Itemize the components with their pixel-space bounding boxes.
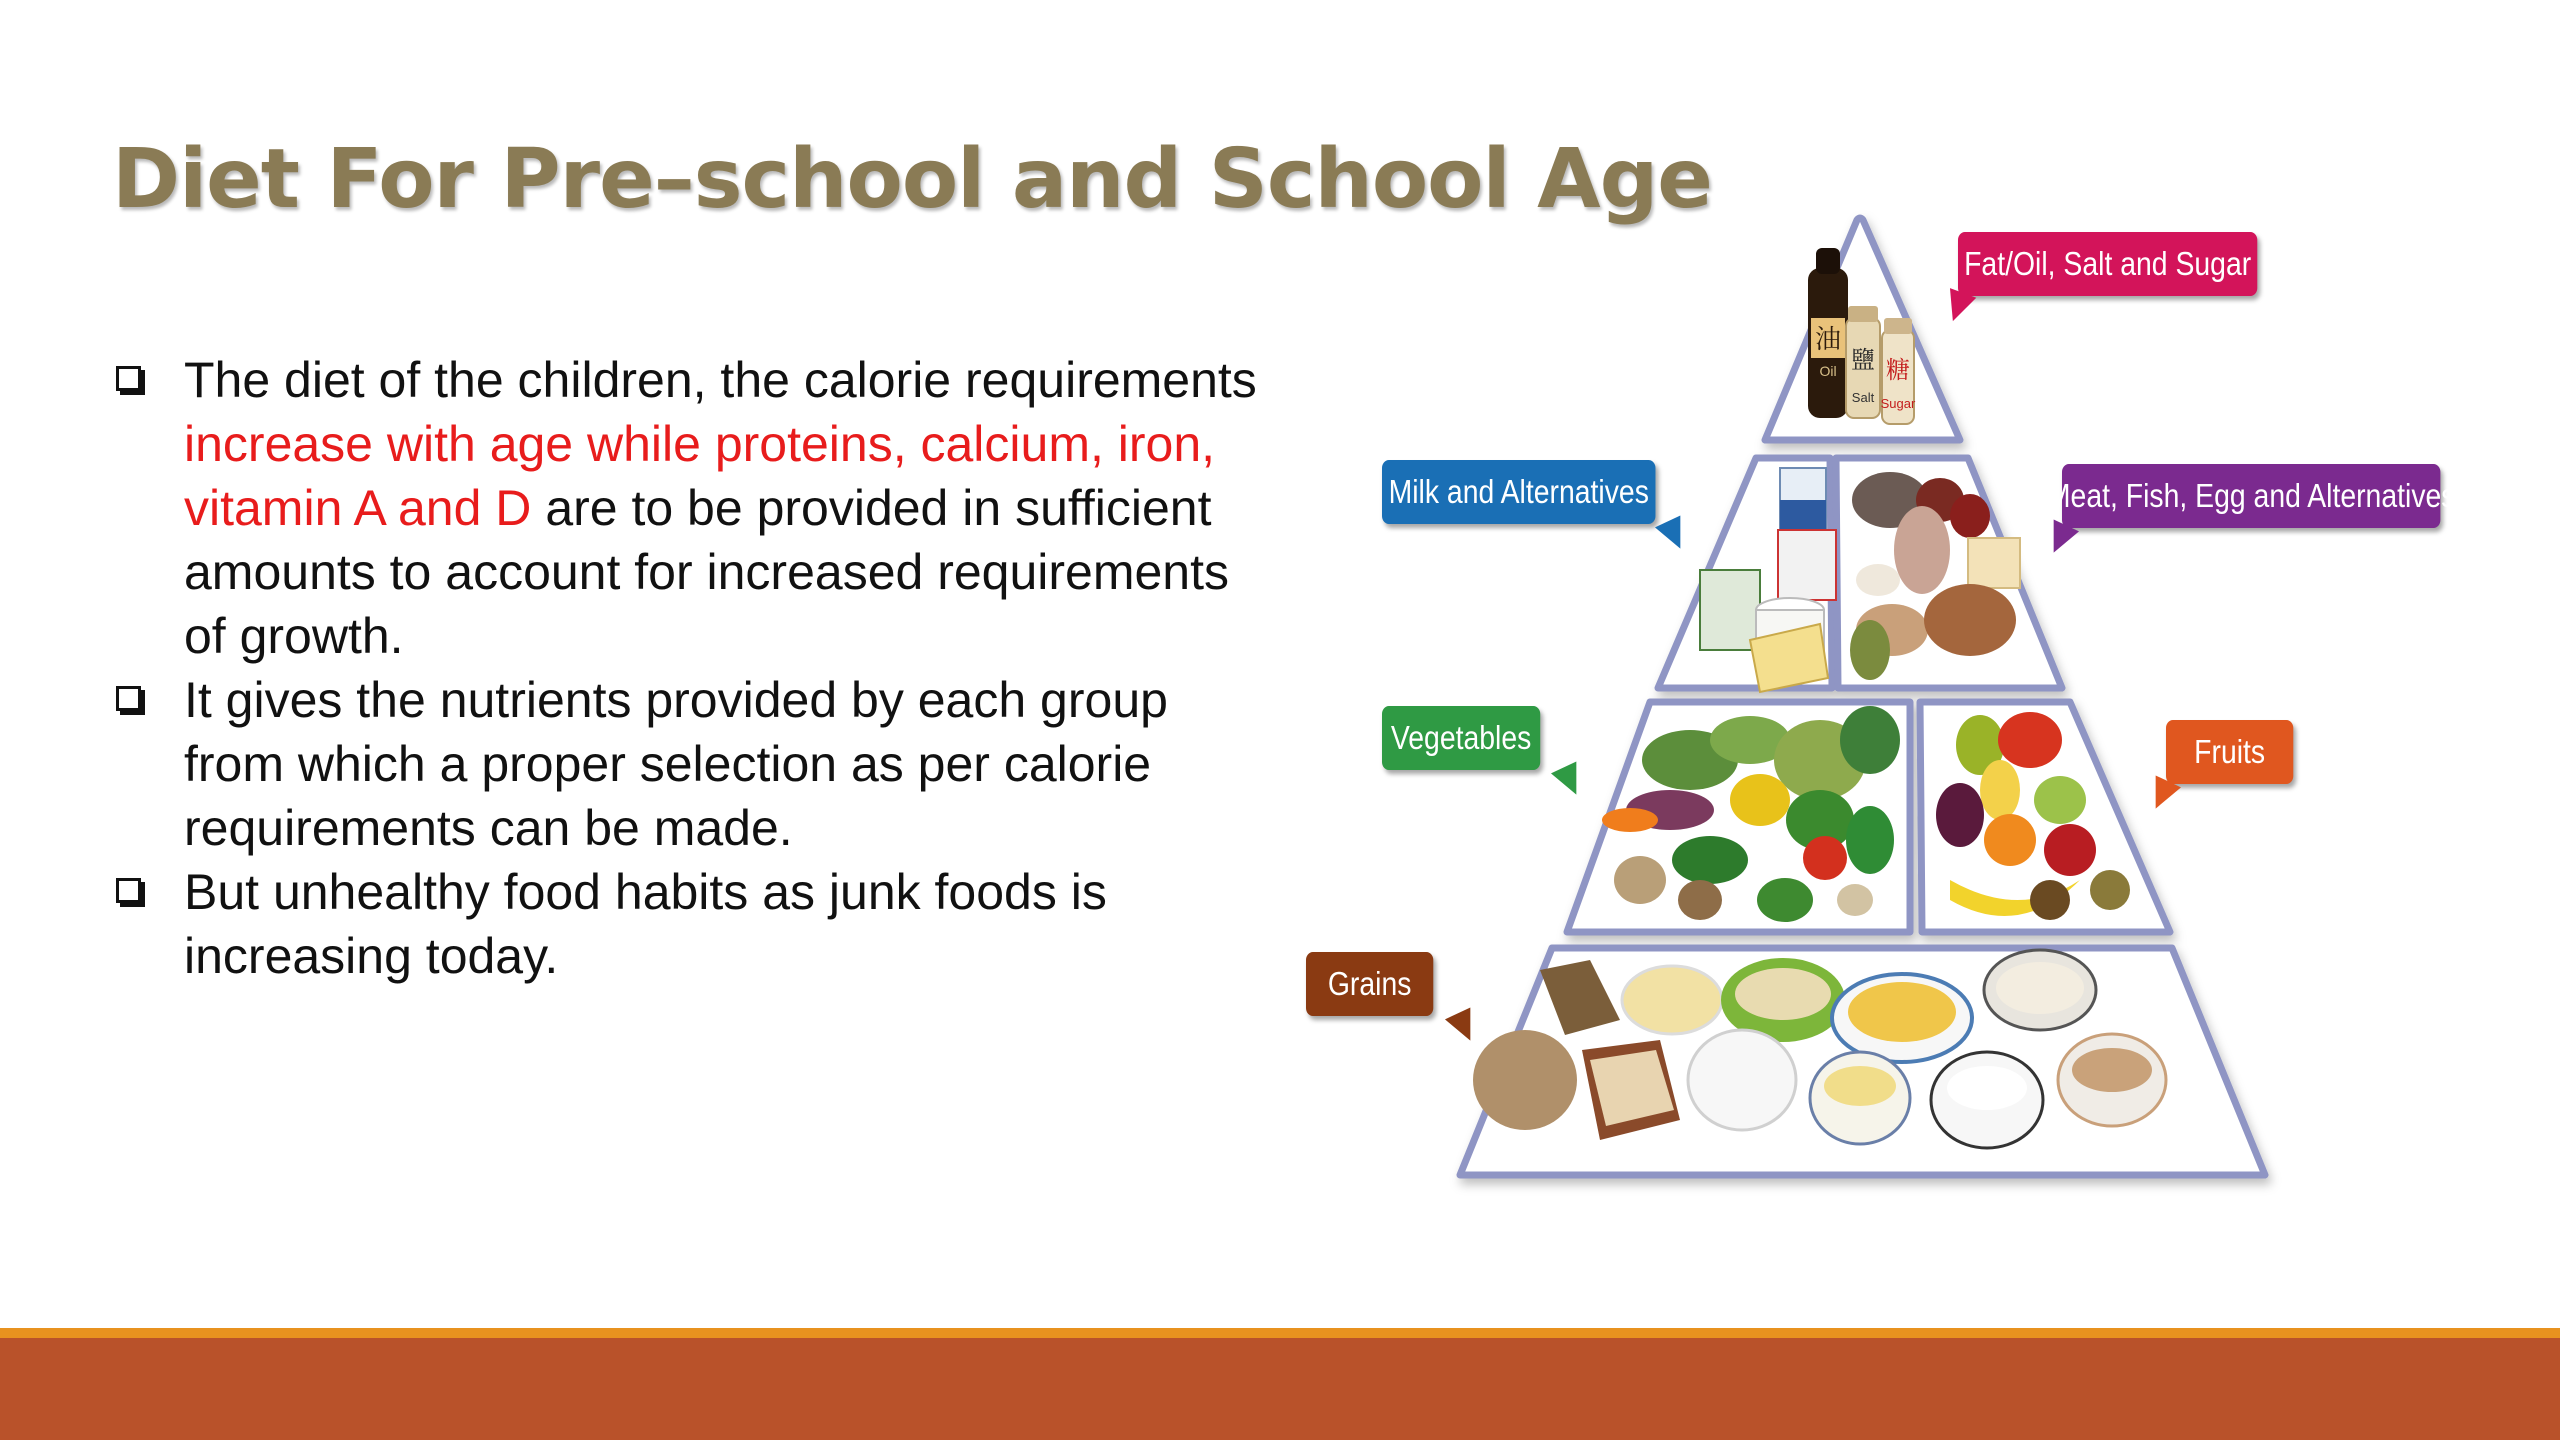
sugar-label: Sugar bbox=[1880, 396, 1916, 411]
label-vegetables bbox=[1382, 706, 1540, 770]
slide-title: Diet For Pre–school and School Age bbox=[112, 132, 1712, 227]
label-meat-fish-egg-alternatives bbox=[2046, 464, 2456, 528]
bullet-text: It gives the nutrients provided by each group from which a proper selection as per calorie requirements can be made. bbox=[184, 672, 1168, 856]
label-meat-text: Meat, Fish, Egg and Alternatives bbox=[2046, 477, 2456, 514]
salt-label: Salt bbox=[1851, 390, 1875, 405]
salt-char: 鹽 bbox=[1851, 347, 1875, 374]
label-grains bbox=[1306, 952, 1433, 1016]
checkbox-bullet-icon bbox=[116, 686, 141, 711]
label-fat-text: Fat/Oil, Salt and Sugar bbox=[1964, 245, 2252, 282]
bullet-text-continued: are to be provided in sufficient amounts to account for increased requirements of growth. bbox=[184, 480, 1229, 664]
oil-char: 油 bbox=[1814, 324, 1842, 354]
footer-accent-line bbox=[0, 1328, 2560, 1338]
label-fruits-text: Fruits bbox=[2194, 733, 2266, 770]
checkbox-bullet-icon bbox=[116, 366, 141, 391]
bullet-text: The diet of the children, the calorie requirements bbox=[184, 352, 1257, 408]
bullet-item bbox=[112, 860, 1272, 988]
bullet-item bbox=[112, 668, 1272, 860]
oil-label: Oil bbox=[1819, 363, 1837, 379]
bullet-item bbox=[112, 348, 1272, 668]
bullet-list bbox=[112, 348, 1272, 988]
footer-bar bbox=[0, 1338, 2560, 1440]
label-fat-oil-salt-sugar bbox=[1958, 232, 2257, 296]
label-milk-alternatives bbox=[1382, 460, 1655, 524]
label-fruits bbox=[2166, 720, 2293, 784]
label-milk-text: Milk and Alternatives bbox=[1388, 473, 1649, 510]
food-pyramid-image bbox=[1280, 200, 2510, 1210]
label-vegetables-text: Vegetables bbox=[1390, 719, 1532, 756]
label-grains-text: Grains bbox=[1327, 965, 1412, 1002]
bullet-highlight: increase with age while proteins, calcium, iron, vitamin A and D bbox=[184, 416, 1216, 536]
sugar-char: 糖 bbox=[1886, 357, 1910, 384]
checkbox-bullet-icon bbox=[116, 878, 141, 903]
bullet-text: But unhealthy food habits as junk foods is increasing today. bbox=[184, 864, 1107, 984]
